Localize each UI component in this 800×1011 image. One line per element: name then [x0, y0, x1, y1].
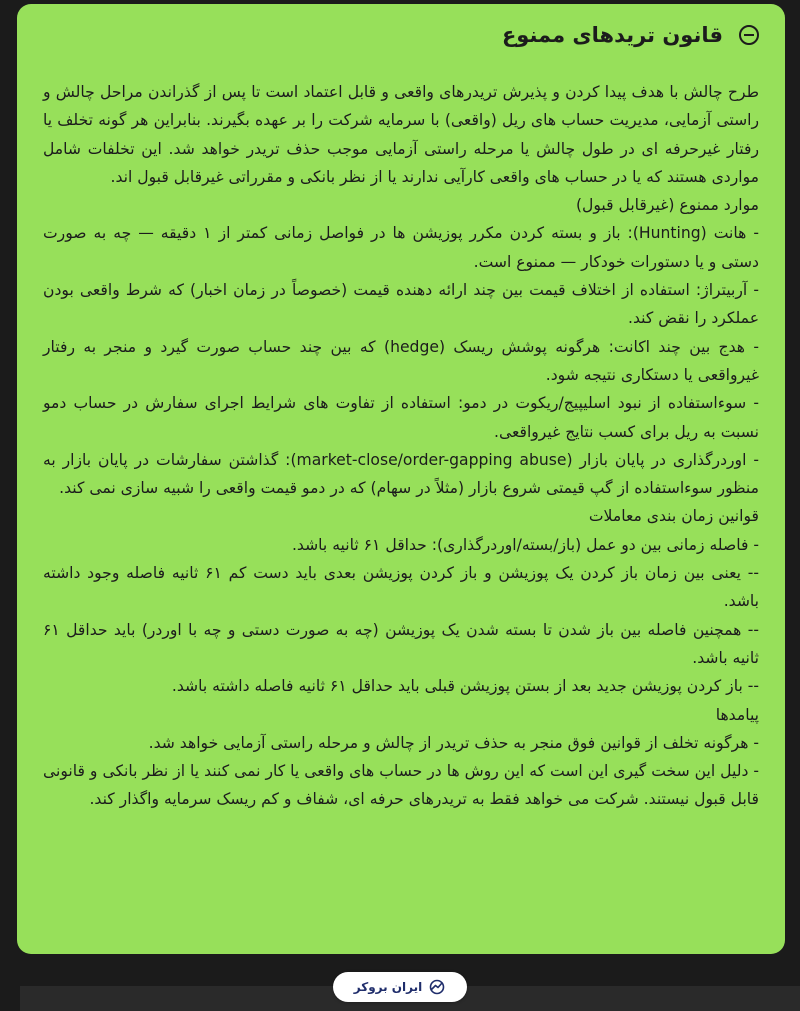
timing-rule-close-open: -- باز کردن پوزیشن جدید بعد از بستن پوزیشن قبلی باید حداقل ۶۱ ثانیه فاصله داشته باشد.: [171, 677, 759, 696]
accordion-header[interactable]: [43, 16, 759, 54]
timing-rule-interval: - فاصله زمانی بین دو عمل (باز/بسته/اوردرگذاری): حداقل ۶۱ ثانیه باشد.: [291, 535, 759, 554]
section-body: [43, 78, 759, 814]
section-title: قانون تریدهای ممنوع: [501, 23, 723, 47]
intro-paragraph: طرح چالش با هدف پیدا کردن و پذیرش تریدرهای واقعی و قابل اعتماد است تا پس از گذراندن مراحل چالش و راستی آزمایی، مدیریت حساب های ریل (واقعی) با سرمایه شرکت را بر عهده بگیرند. بنابراین هر گونه تخلف یا رفتار غیرحرفه ای در طول چالش یا مرحله راستی آزمایی موجب حذف تریدر خواهد شد. این تخلفات شامل مواردی هستند که یا در حساب های واقعی کارآیی ندارند یا از نظر بانکی و مقرراتی غیرقابل قبول اند.: [43, 83, 759, 186]
brand-badge: [333, 972, 467, 1002]
consequences-heading: پیامدها: [715, 705, 759, 724]
rule-hedge: - هدج بین چند اکانت: هرگونه پوشش ریسک (hedge) که بین چند حساب صورت گیرد و منجر به رفتار غیرواقعی یا دستکاری نتیجه شود.: [43, 337, 759, 384]
rule-arbitrage: - آربیتراژ: استفاده از اختلاف قیمت بین چند ارائه دهنده قیمت (خصوصاً در زمان اخبار) که شرط واقعی بودن عملکرد را نقض کند.: [43, 281, 759, 328]
brand-name: ایران بروکر: [353, 980, 423, 994]
minus-circle-icon[interactable]: [739, 25, 759, 45]
forbidden-items-heading: موارد ممنوع (غیرقابل قبول): [575, 196, 759, 215]
timing-rules-heading: قوانین زمان بندی معاملات: [588, 507, 759, 526]
rule-hunting: - هانت (Hunting): باز و بسته کردن مکرر پوزیشن ها در فواصل زمانی کمتر از ۱ دقیقه — چه به صورت دستی و یا دستورات خودکار — ممنوع است.: [43, 224, 759, 271]
consequence-removal: - هرگونه تخلف از قوانین فوق منجر به حذف تریدر از چالش و مرحله راستی آزمایی خواهد شد.: [148, 733, 759, 752]
rule-slippage: - سوءاستفاده از نبود اسلیپیج/ریکوت در دمو: استفاده از تفاوت های شرایط اجرای سفارش در حساب دمو نسبت به ریل برای کسب نتایج غیرواقعی.: [43, 394, 759, 441]
timing-rule-open-close: -- همچنین فاصله بین باز شدن تا بسته شدن یک پوزیشن (چه به صورت دستی و چه با اوردر) باید حداقل ۶۱ ثانیه باشد.: [43, 620, 759, 667]
timing-rule-open-open: -- یعنی بین زمان باز کردن یک پوزیشن و باز کردن پوزیشن بعدی باید دست کم ۶۱ ثانیه فاصله وجود داشته باشد.: [43, 564, 760, 611]
consequence-reason: - دلیل این سخت گیری این است که این روش ها در حساب های واقعی یا کار نمی کنند یا از نظر بانکی و قانونی قابل قبول نیستند. شرکت می خواهد فقط به تریدرهای حرفه ای، شفاف و کم ریسک سرمایه واگذار کند.: [43, 762, 759, 809]
rule-market-close: - اوردرگذاری در پایان بازار (market-close/order-gapping abuse): گذاشتن سفارشات در پایان بازار به منظور سوءاستفاده از گپ قیمتی شروع بازار (مثلاً در سهام) که در دمو قیمت واقعی را شبیه سازی نمی کند.: [43, 450, 759, 498]
chart-swirl-logo-icon: [428, 979, 446, 995]
rules-accordion-card: [17, 4, 785, 954]
